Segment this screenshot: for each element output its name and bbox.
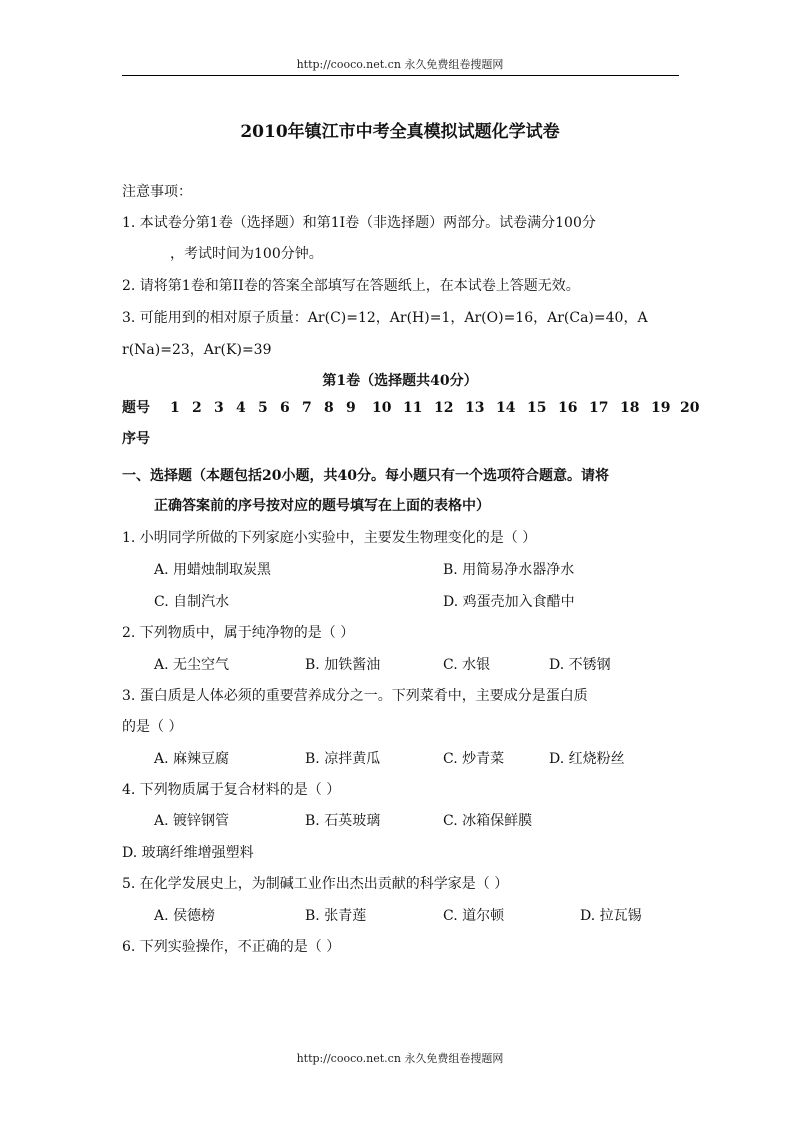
question-4-stem: 4. 下列物质属于复合材料的是（ ） — [122, 782, 341, 798]
question-number-cell: 16 — [558, 400, 578, 416]
question-number-cell: 20 — [680, 400, 700, 416]
question-3-option-d: D. 红烧粉丝 — [549, 751, 625, 767]
question-number-cell: 1 — [170, 400, 180, 416]
page-footer: http://cooco.net.cn 永久免费组卷搜题网 — [296, 1052, 504, 1065]
question-1-option-b: B. 用简易净水器净水 — [443, 562, 575, 578]
page-header: http://cooco.net.cn 永久免费组卷搜题网 — [296, 58, 504, 71]
question-number-cell: 19 — [651, 400, 671, 416]
note-1-line-2: ，考试时间为100分钟。 — [170, 246, 323, 262]
question-4-option-d: D. 玻璃纤维增强塑料 — [122, 845, 254, 861]
question-number-cell: 14 — [496, 400, 516, 416]
question-2-option-b: B. 加铁酱油 — [305, 657, 381, 673]
question-5-option-a: A. 侯德榜 — [154, 908, 216, 924]
page-title: 2010年镇江市中考全真模拟试题化学试卷 — [240, 122, 560, 142]
question-1-option-a: A. 用蜡烛制取炭黑 — [154, 562, 272, 578]
header-divider — [122, 75, 679, 76]
question-number-cell: 8 — [324, 400, 334, 416]
question-6-stem: 6. 下列实验操作，不正确的是（ ） — [122, 939, 341, 955]
question-3-stem-line-2: 的是（ ） — [122, 719, 183, 735]
question-4-option-b: B. 石英玻璃 — [305, 813, 381, 829]
note-3-line-2: r(Na)=23，Ar(K)=39 — [122, 342, 272, 358]
question-5-option-c: C. 道尔顿 — [443, 908, 505, 924]
note-2: 2. 请将第1卷和第II卷的答案全部填写在答题纸上，在本试卷上答题无效。 — [122, 278, 580, 294]
question-2-stem: 2. 下列物质中，属于纯净物的是（ ） — [122, 625, 355, 641]
question-number-row — [122, 398, 702, 418]
part-1-title: 第1卷（选择题共40分） — [322, 373, 478, 389]
note-3-line-1: 3. 可能用到的相对原子质量：Ar(C)=12，Ar(H)=1，Ar(O)=16，Ar(Ca)=40，A — [122, 310, 648, 326]
section-1-heading-line-1: 一、选择题（本题包括20小题，共40分。每小题只有一个选项符合题意。请将 — [122, 468, 609, 484]
question-5-stem: 5. 在化学发展史上，为制碱工业作出杰出贡献的科学家是（ ） — [122, 876, 509, 892]
note-1-line-1: 1. 本试卷分第1卷（选择题）和第1I卷（非选择题）两部分。试卷满分100分 — [122, 215, 596, 231]
question-3-option-a: A. 麻辣豆腐 — [154, 751, 230, 767]
question-number-cell: 17 — [589, 400, 609, 416]
question-5-option-b: B. 张青莲 — [305, 908, 367, 924]
question-number-cell: 18 — [620, 400, 640, 416]
question-number-cell: 13 — [465, 400, 485, 416]
question-number-cell: 4 — [236, 400, 246, 416]
question-4-option-c: C. 冰箱保鲜膜 — [443, 813, 533, 829]
question-3-option-b: B. 凉拌黄瓜 — [305, 751, 381, 767]
question-number-cell: 10 — [372, 400, 392, 416]
question-2-option-a: A. 无尘空气 — [154, 657, 230, 673]
question-2-option-c: C. 水银 — [443, 657, 491, 673]
row-label-question-number: 题号 — [122, 400, 150, 416]
question-1-stem: 1. 小明同学所做的下列家庭小实验中，主要发生物理变化的是（ ） — [122, 530, 537, 546]
question-number-cell: 9 — [346, 400, 356, 416]
question-number-cell: 12 — [434, 400, 454, 416]
question-5-option-d: D. 拉瓦锡 — [580, 908, 642, 924]
question-number-cell: 11 — [403, 400, 423, 416]
question-3-option-c: C. 炒青菜 — [443, 751, 505, 767]
question-4-option-a: A. 镀锌钢管 — [154, 813, 230, 829]
question-1-option-c: C. 自制汽水 — [154, 594, 230, 610]
question-number-cell: 3 — [214, 400, 224, 416]
question-number-cell: 5 — [258, 400, 268, 416]
notes-heading: 注意事项： — [122, 184, 192, 200]
question-number-cell: 7 — [302, 400, 312, 416]
row-label-answer-number: 序号 — [122, 431, 150, 447]
question-3-stem-line-1: 3. 蛋白质是人体必须的重要营养成分之一。下列菜肴中，主要成分是蛋白质 — [122, 688, 588, 704]
section-1-heading-line-2: 正确答案前的序号按对应的题号填写在上面的表格中） — [154, 498, 490, 514]
question-number-cell: 15 — [527, 400, 547, 416]
question-number-cell: 6 — [280, 400, 290, 416]
question-2-option-d: D. 不锈钢 — [549, 657, 611, 673]
question-number-cell: 2 — [192, 400, 202, 416]
question-1-option-d: D. 鸡蛋壳加入食醋中 — [443, 594, 575, 610]
